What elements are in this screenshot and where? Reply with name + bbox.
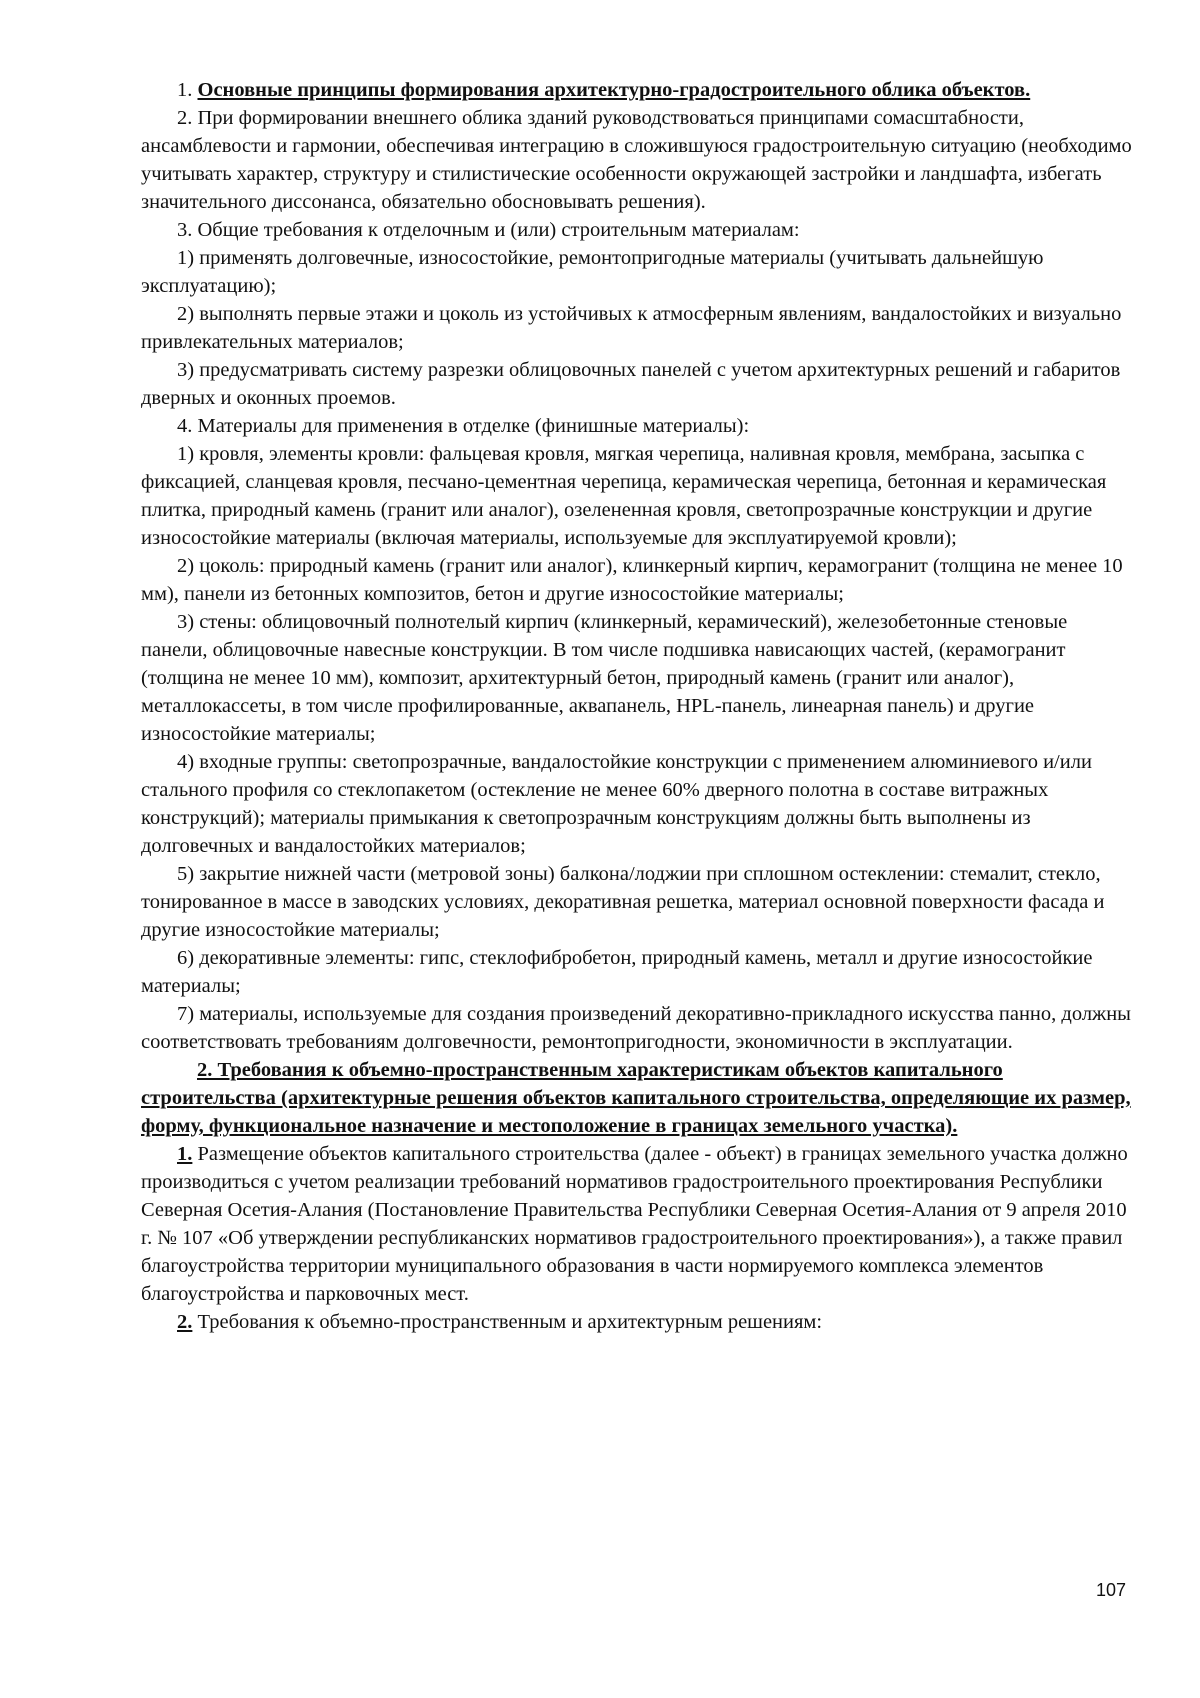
list-item-number: 3): [177, 611, 195, 633]
heading-number: 1.: [177, 79, 193, 101]
list-item-text: закрытие нижней части (метровой зоны) балкона/лоджии при сплошном остеклении: стемалит, стекло, тонированное в массе в заводских условиях, декоративная решетка, материал основной поверхности фасада и другие износостойкие материалы;: [141, 863, 1105, 941]
list-item-number: 2): [177, 555, 195, 577]
list-item-text: применять долговечные, износостойкие, ремонтопригодные материалы (учитывать дальнейшую эксплуатацию);: [141, 247, 1044, 297]
list-item-text: материалы, используемые для создания произведений декоративно-прикладного искусства панно, должны соответствовать требованиям долговечности, ремонтопригодности, экономичности в эксплуатации.: [141, 1003, 1131, 1053]
paragraph-4: [141, 412, 1133, 440]
list-item-text: кровля, элементы кровли: фальцевая кровля, мягкая черепица, наливная кровля, мембрана, засыпка с фиксацией, сланцевая кровля, песчано-цементная черепица, керамическая черепица, бетонная и керамическая плитка, природный камень (гранит или аналог), озелененная кровля, светопрозрачные конструкции и другие износостойкие материалы (включая материалы, используемые для эксплуатируемой кровли);: [141, 443, 1107, 549]
paragraph-number: 1.: [177, 1143, 193, 1165]
list-item: [141, 860, 1133, 944]
list-item-text: входные группы: светопрозрачные, вандалостойкие конструкции с применением алюминиевого и/или стального профиля со стеклопакетом (остекление не менее 60% дверного полотна в составе витражных конструкций); материалы примыкания к светопрозрачным конструкциям должны быть выполнены из долговечных и вандалостойких материалов;: [141, 751, 1092, 857]
list-item-text: цоколь: природный камень (гранит или аналог), клинкерный кирпич, керамогранит (толщина не менее 10 мм), панели из бетонных композитов, бетон и другие износостойкие материалы;: [141, 555, 1123, 605]
list-item-text: стены: облицовочный полнотелый кирпич (клинкерный, керамический), железобетонные стеновые панели, облицовочные навесные конструкции. В том числе подшивка нависающих частей, (керамогранит (толщина не менее 10 мм), композит, архитектурный бетон, природный камень (гранит или аналог), металлокассеты, в том числе профилированные, аквапанель, HPL-панель, линеарная панель) и другие износостойкие материалы;: [141, 611, 1068, 745]
paragraph-number: 2.: [177, 1311, 193, 1333]
list-item: [141, 356, 1133, 412]
section-2-heading: 2. Требования к объемно-пространственным характеристикам объектов капитального строительства (архитектурные решения объектов капитального строительства, определяющие их размер, форму, функциональное назначение и местоположение в границах земельного участка).: [141, 1059, 1131, 1137]
paragraph-text: Требования к объемно-пространственным и архитектурным решениям:: [197, 1311, 823, 1333]
list-item: [141, 552, 1133, 608]
list-item-number: 5): [177, 863, 195, 885]
list-item-text: выполнять первые этажи и цоколь из устойчивых к атмосферным явлениям, вандалостойких и визуально привлекательных материалов;: [141, 303, 1122, 353]
page-number: 107: [1096, 1580, 1127, 1600]
list-item-number: 1): [177, 247, 195, 269]
list-item: [141, 944, 1133, 1000]
list-item-number: 7): [177, 1003, 195, 1025]
list-item-number: 3): [177, 359, 195, 381]
paragraph-number: 2.: [177, 107, 193, 129]
paragraph-3: [141, 216, 1133, 244]
list-item: [141, 608, 1133, 748]
paragraph-2: [141, 104, 1133, 216]
list-item: [141, 1000, 1133, 1056]
section-2-paragraph-1: [141, 1140, 1133, 1308]
list-item: [141, 300, 1133, 356]
list-item: [141, 440, 1133, 552]
paragraph-text: Общие требования к отделочным и (или) строительным материалам:: [197, 219, 800, 241]
list-item: [141, 748, 1133, 860]
paragraph-text: Размещение объектов капитального строительства (далее - объект) в границах земельного участка должно производиться с учетом реализации требований нормативов градостроительного проектирования Республики Северная Осетия-Алания (Постановление Правительства Республики Северная Осетия-Алания от 9 апреля 2010 г. № 107 «Об утверждении республиканских нормативов градостроительного проектирования»), а также правил благоустройства территории муниципального образования в части нормируемого комплекса элементов благоустройства и парковочных мест.: [141, 1143, 1128, 1305]
document-page: [141, 76, 1133, 1336]
paragraph-text: При формировании внешнего облика зданий руководствоваться принципами сомасштабности, ансамблевости и гармонии, обеспечивая интеграцию в сложившуюся градостроительную ситуацию (необходимо учитывать характер, структуру и стилистические особенности окружающей застройки и ландшафта, избегать значительного диссонанса, обязательно обосновывать решения).: [141, 107, 1132, 213]
list-item-text: декоративные элементы: гипс, стеклофибробетон, природный камень, металл и другие износостойкие материалы;: [141, 947, 1093, 997]
paragraph-number: 3.: [177, 219, 193, 241]
list-item: [141, 244, 1133, 300]
list-item-number: 2): [177, 303, 195, 325]
heading-principles: [141, 76, 1133, 104]
paragraph-text: Материалы для применения в отделке (финишные материалы):: [197, 415, 750, 437]
list-item-number: 1): [177, 443, 195, 465]
list-item-text: предусматривать систему разрезки облицовочных панелей с учетом архитектурных решений и габаритов дверных и оконных проемов.: [141, 359, 1121, 409]
list-item-number: 6): [177, 947, 195, 969]
paragraph-number: 4.: [177, 415, 193, 437]
list-item-number: 4): [177, 751, 195, 773]
heading-title: Основные принципы формирования архитектурно-градостроительного облика объектов.: [197, 79, 1031, 101]
section-2-paragraph-2: [141, 1308, 1133, 1336]
